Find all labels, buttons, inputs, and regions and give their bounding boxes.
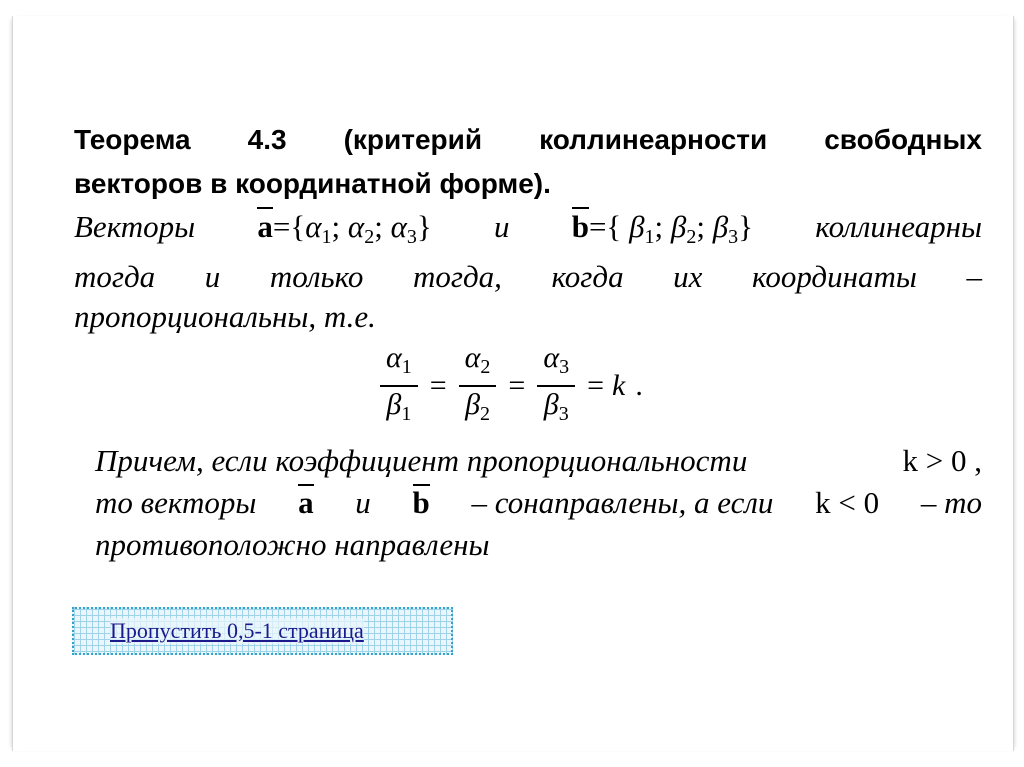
beta-symbol: β bbox=[670, 209, 687, 244]
note-paragraph bbox=[95, 440, 982, 566]
semicolon: ; bbox=[331, 209, 341, 244]
word-vectors: Векторы bbox=[74, 209, 196, 244]
subscript: 2 bbox=[480, 403, 491, 425]
word-collinear: коллинеарны bbox=[815, 209, 982, 244]
heading-line-1 bbox=[74, 118, 982, 162]
subscript: 2 bbox=[480, 356, 491, 378]
equals-sign: = bbox=[587, 369, 605, 402]
beta-symbol: β bbox=[629, 209, 645, 244]
skip-box[interactable] bbox=[72, 607, 453, 655]
subscript: 2 bbox=[364, 226, 375, 248]
heading-word: (критерий bbox=[343, 124, 483, 155]
set-close: } bbox=[738, 209, 754, 244]
heading-word: Теорема bbox=[74, 124, 191, 155]
vector-b-symbol: b bbox=[572, 205, 589, 249]
vector-b-definition bbox=[572, 205, 753, 259]
alpha-symbol: α bbox=[390, 209, 407, 244]
word: когда bbox=[551, 259, 624, 294]
set-open: ={ bbox=[272, 209, 306, 244]
note-text: – сонаправлены, а если bbox=[471, 485, 774, 520]
vector-a-symbol: a bbox=[257, 205, 273, 249]
semicolon: ; bbox=[374, 209, 383, 244]
word: – bbox=[966, 259, 982, 294]
fraction-3 bbox=[537, 340, 575, 432]
word-and: и bbox=[355, 485, 371, 520]
word: их bbox=[673, 259, 703, 294]
statement-line-3: пропорциональны, т.е. bbox=[74, 299, 376, 334]
beta-symbol: β bbox=[712, 209, 729, 244]
note-text: – то bbox=[920, 485, 982, 520]
vector-a-symbol: a bbox=[298, 482, 314, 524]
beta-symbol: β bbox=[543, 388, 559, 421]
subscript: 2 bbox=[686, 226, 697, 248]
theorem-heading bbox=[74, 118, 982, 206]
heading-word: свободных bbox=[824, 124, 982, 155]
equals-sign: = bbox=[429, 369, 447, 402]
alpha-symbol: α bbox=[386, 341, 402, 374]
fraction-2 bbox=[459, 340, 497, 432]
subscript: 1 bbox=[401, 403, 412, 425]
k-symbol: k bbox=[612, 369, 626, 402]
subscript: 3 bbox=[728, 226, 739, 248]
skip-link[interactable]: Пропустить 0,5-1 страница bbox=[110, 618, 364, 643]
alpha-symbol: α bbox=[464, 341, 481, 374]
alpha-symbol: α bbox=[305, 209, 322, 244]
note-text: то векторы bbox=[95, 485, 257, 520]
note-line-1 bbox=[95, 440, 982, 482]
set-close: } bbox=[416, 209, 432, 244]
note-line-2 bbox=[95, 482, 982, 524]
word: тогда, bbox=[412, 259, 502, 294]
word: и bbox=[204, 259, 221, 294]
subscript: 3 bbox=[558, 403, 569, 425]
subscript: 3 bbox=[406, 226, 417, 248]
formula-period: . bbox=[635, 369, 643, 402]
semicolon: ; bbox=[654, 209, 664, 244]
equals-sign: = bbox=[508, 369, 526, 402]
condition-positive: k > 0 , bbox=[902, 443, 982, 478]
alpha-symbol: α bbox=[347, 209, 365, 244]
statement-line-2 bbox=[74, 255, 982, 299]
heading-word: 4.3 bbox=[247, 124, 287, 155]
beta-symbol: β bbox=[465, 388, 481, 421]
word: только bbox=[269, 259, 364, 294]
subscript: 1 bbox=[321, 226, 332, 248]
heading-word: коллинеарности bbox=[539, 124, 768, 155]
vector-a-definition bbox=[257, 205, 431, 259]
fraction-1 bbox=[380, 340, 418, 432]
subscript: 1 bbox=[644, 226, 655, 248]
statement-line-1 bbox=[74, 205, 982, 259]
set-open: ={ bbox=[588, 209, 622, 244]
subscript: 1 bbox=[401, 356, 412, 378]
condition-negative: k < 0 bbox=[815, 485, 880, 520]
word: координаты bbox=[752, 259, 917, 294]
proportion-formula bbox=[376, 341, 643, 428]
note-line-3: противоположно направлены bbox=[95, 527, 490, 562]
word: тогда bbox=[74, 259, 156, 294]
subscript: 3 bbox=[559, 356, 570, 378]
word-and: и bbox=[493, 209, 510, 244]
semicolon: ; bbox=[696, 209, 705, 244]
note-text: Причем, если коэффициент пропорциональности bbox=[95, 443, 748, 478]
heading-line-2: векторов в координатной форме). bbox=[74, 168, 551, 199]
beta-symbol: β bbox=[386, 388, 402, 421]
vector-b-symbol: b bbox=[413, 482, 430, 524]
alpha-symbol: α bbox=[543, 341, 560, 374]
